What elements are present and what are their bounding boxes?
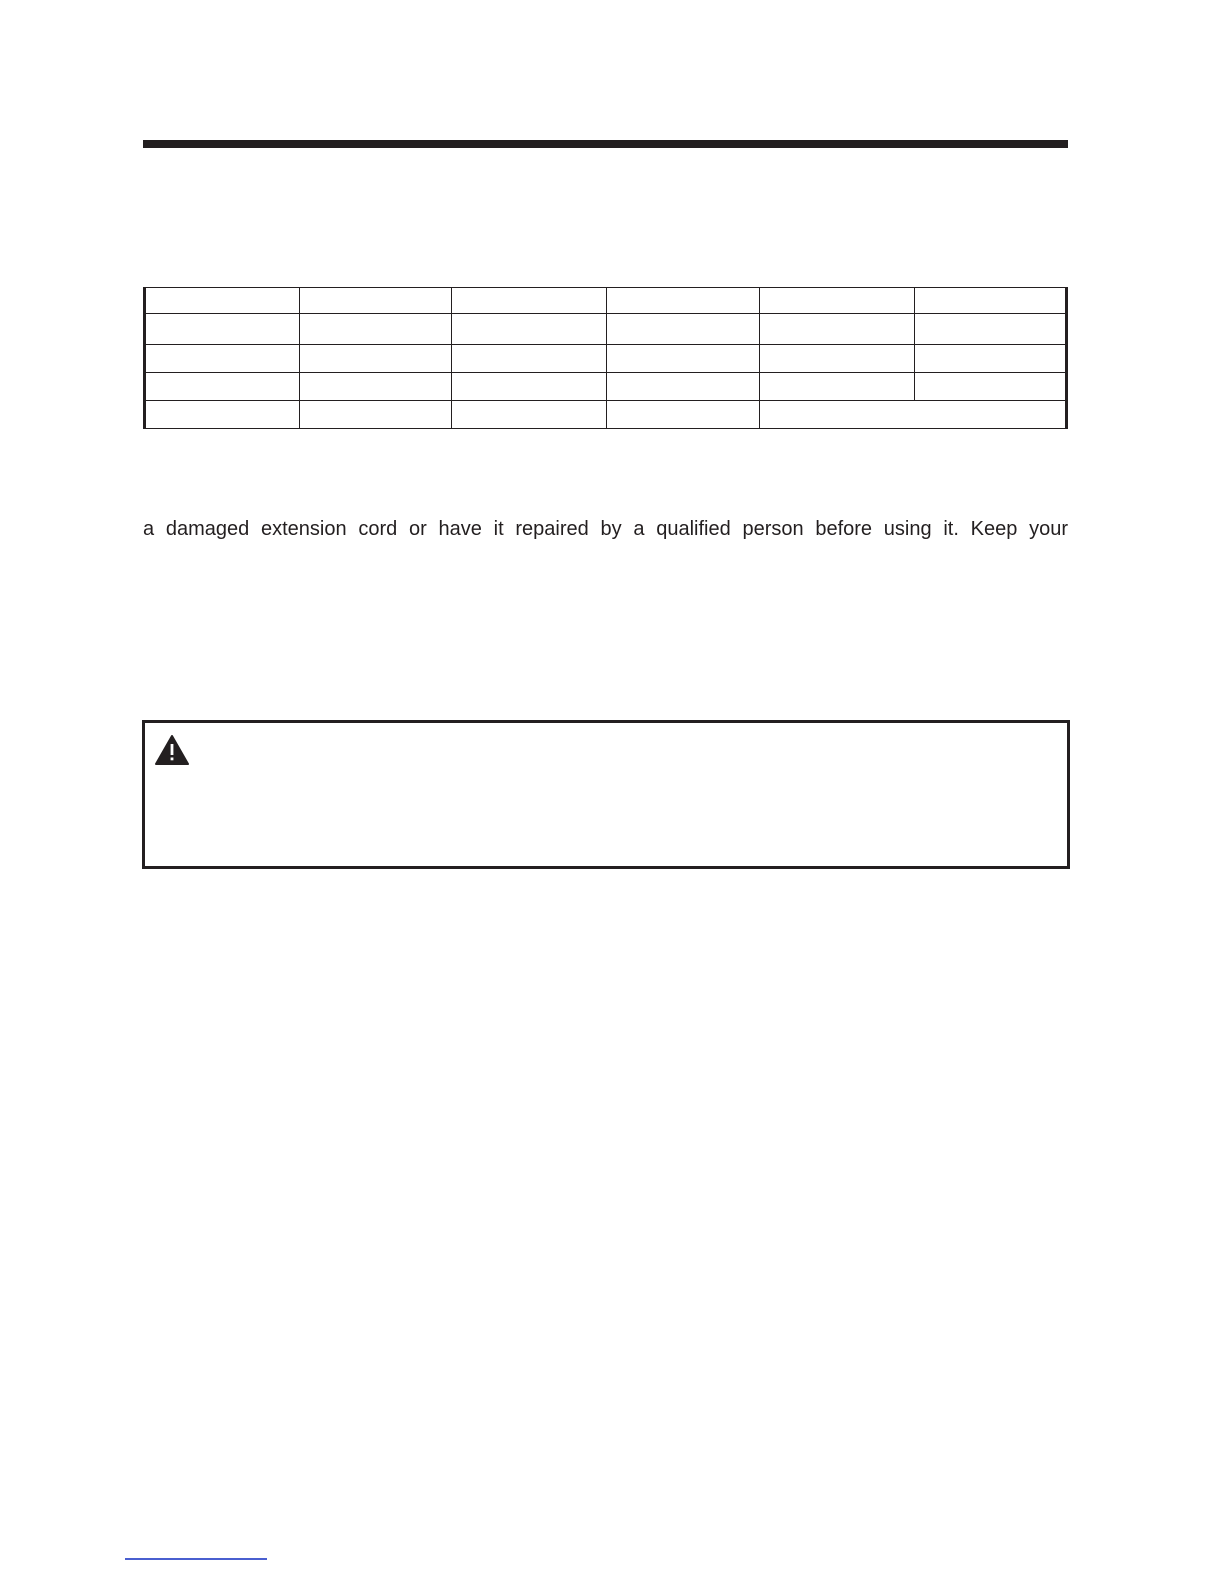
table-cell	[759, 345, 915, 373]
table-cell	[451, 288, 607, 314]
body-text-line: a damaged extension cord or have it repaired by a qualified person before using it. Keep your	[143, 518, 1068, 540]
table-cell-merged	[759, 401, 1066, 429]
table-cell	[451, 314, 607, 345]
table-cell	[915, 345, 1067, 373]
header-rule	[143, 140, 1068, 148]
table-cell	[607, 401, 759, 429]
table-cell	[759, 288, 915, 314]
table-cell	[607, 373, 759, 401]
table-cell	[145, 401, 300, 429]
table-cell	[299, 345, 451, 373]
warning-triangle-icon	[154, 734, 190, 766]
warning-box	[142, 720, 1070, 869]
table-cell	[607, 345, 759, 373]
extension-cord-table	[143, 287, 1068, 429]
table-cell	[145, 373, 300, 401]
table-cell	[915, 314, 1067, 345]
table-cell	[915, 288, 1067, 314]
table-cell	[607, 314, 759, 345]
table-cell	[299, 373, 451, 401]
table-cell	[145, 345, 300, 373]
table-cell	[299, 314, 451, 345]
table-cell	[759, 314, 915, 345]
table-cell	[451, 345, 607, 373]
table-cell	[145, 288, 300, 314]
table-cell	[145, 314, 300, 345]
table-row	[145, 345, 1067, 373]
table-cell	[915, 373, 1067, 401]
table-cell	[299, 288, 451, 314]
table-cell	[759, 373, 915, 401]
table-row	[145, 288, 1067, 314]
table-cell	[607, 288, 759, 314]
footer-link-underline[interactable]	[125, 1558, 267, 1560]
table-cell	[451, 373, 607, 401]
table-row	[145, 401, 1067, 429]
table-cell	[451, 401, 607, 429]
table-row	[145, 373, 1067, 401]
table-cell	[299, 401, 451, 429]
table-row	[145, 314, 1067, 345]
